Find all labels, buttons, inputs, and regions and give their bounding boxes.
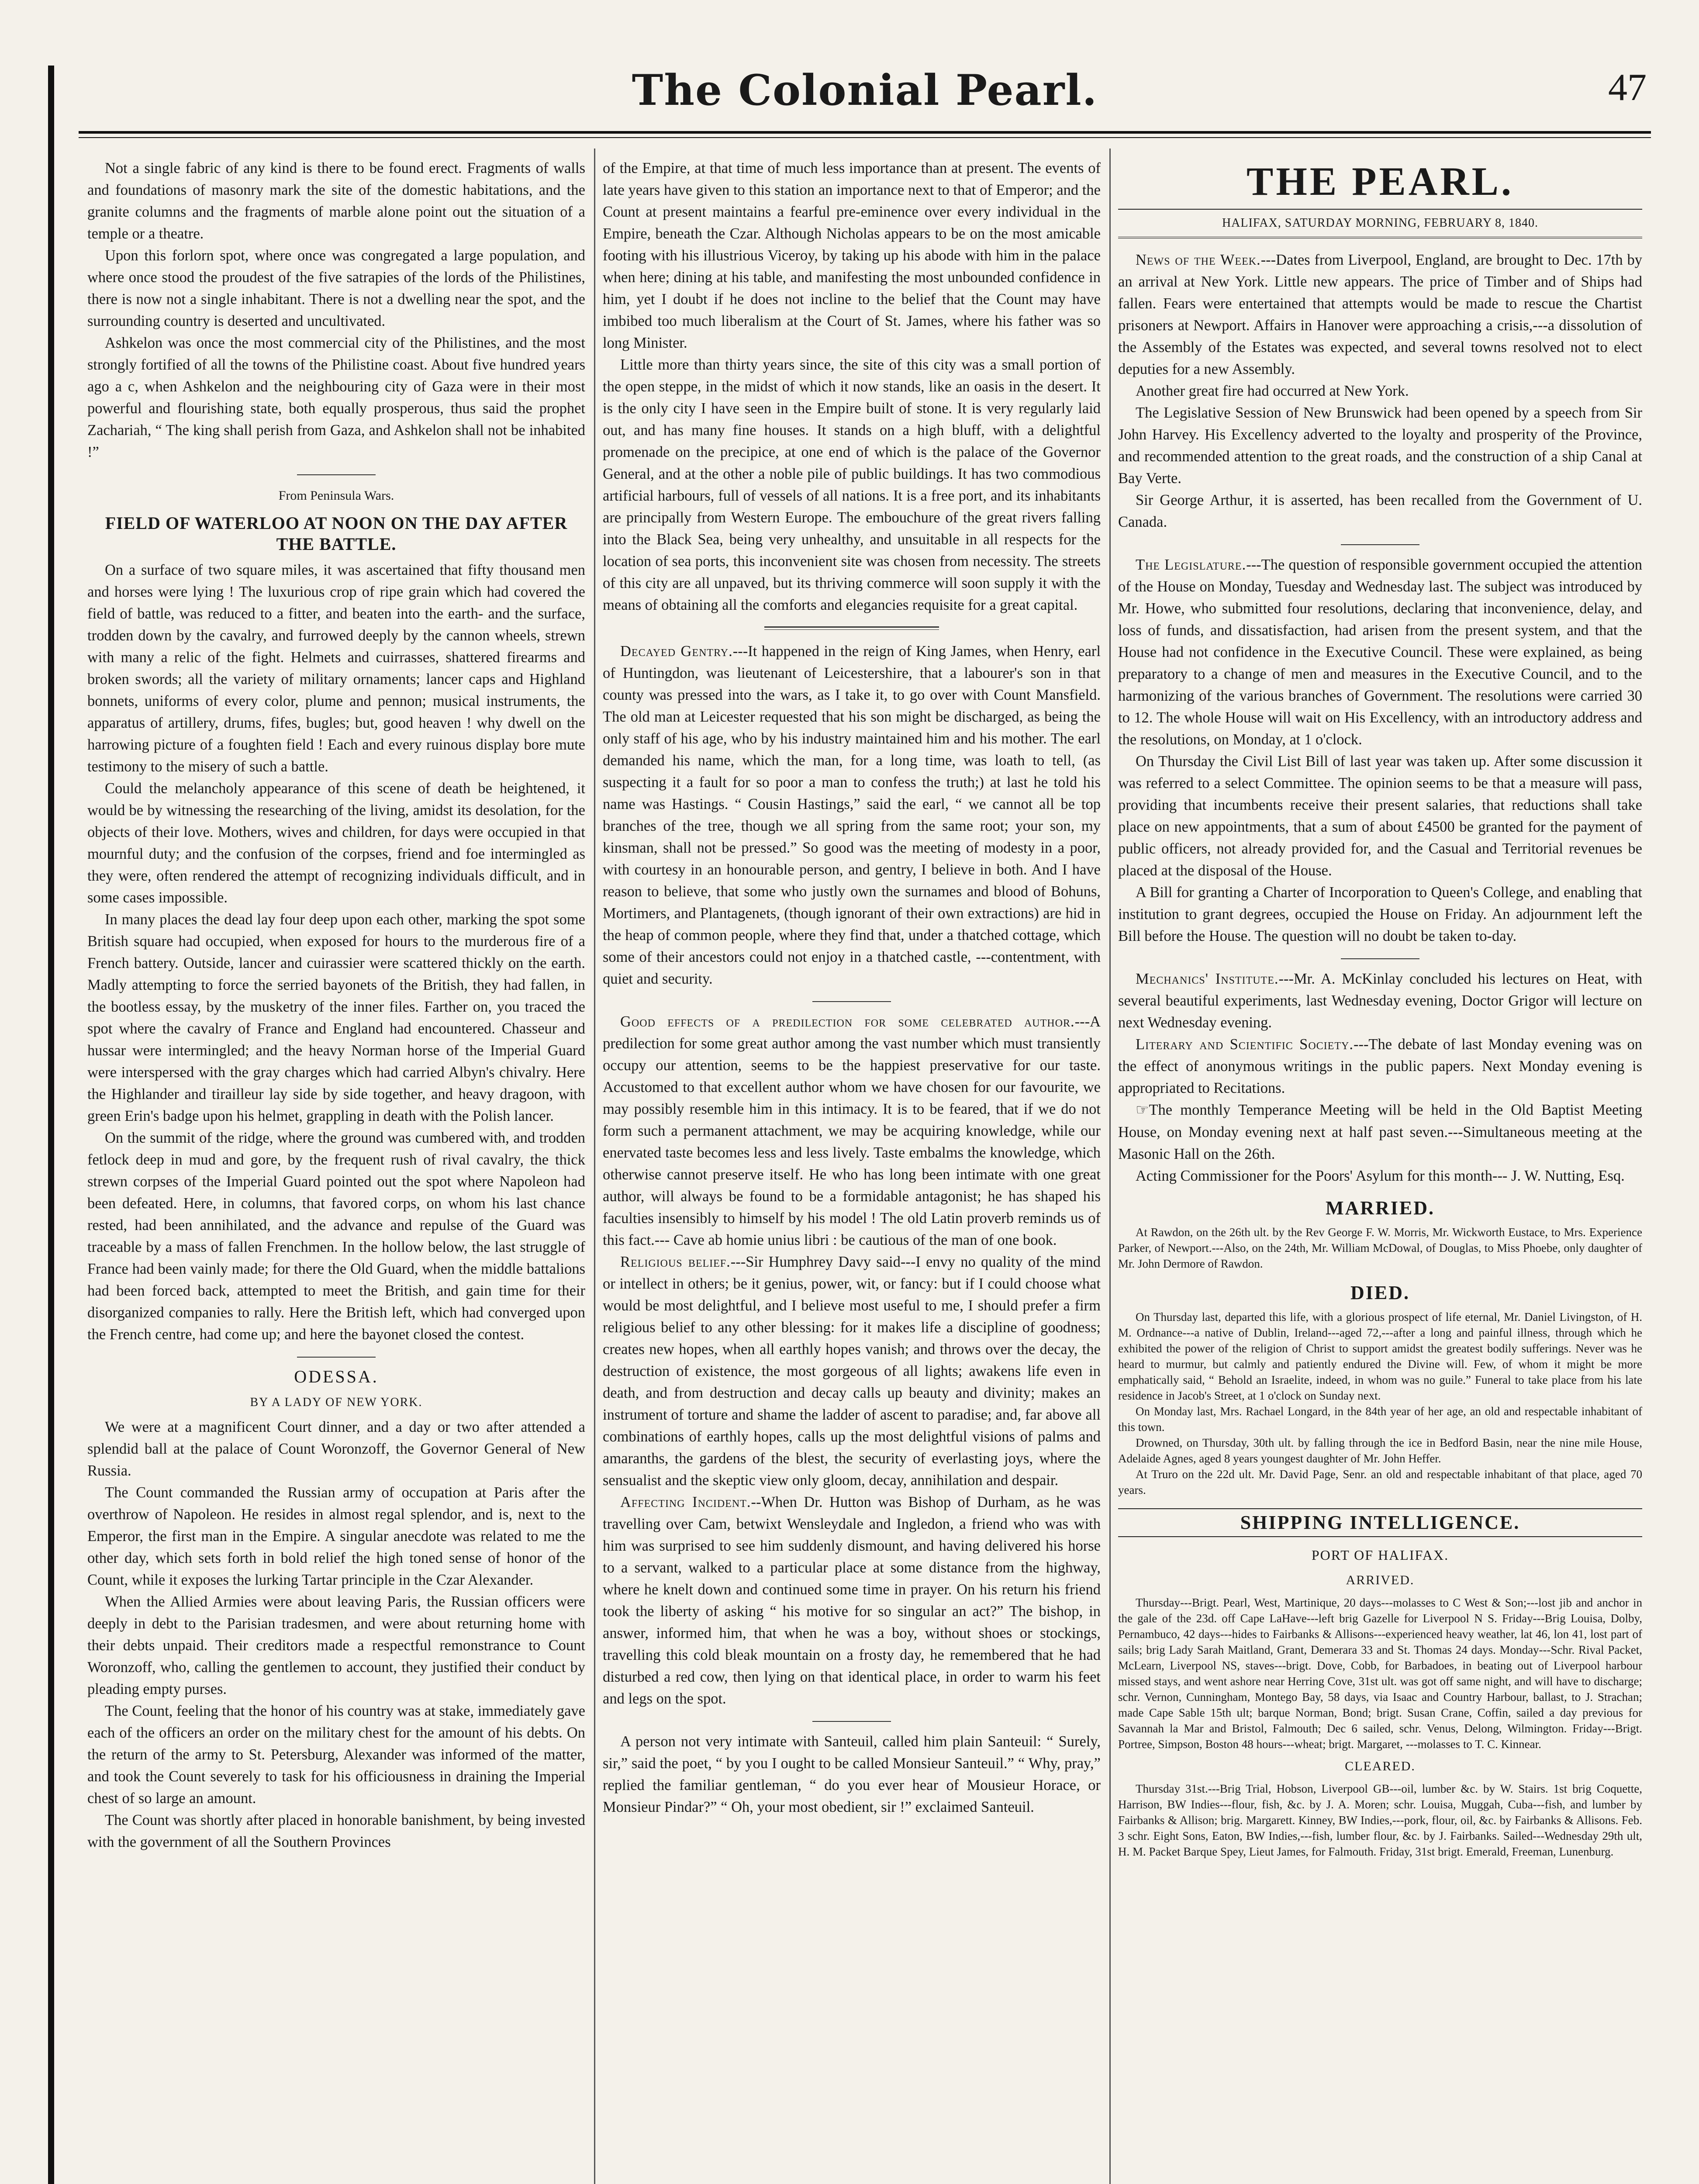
shipping-heading: SHIPPING INTELLIGENCE.	[1118, 1508, 1642, 1537]
clearances-list: Thursday 31st.---Brig Trial, Hobson, Liverpool GB---oil, lumber &c. by W. Stairs. 1st brig Coquette, Harrison, BW Indies---flour, fish, &c. by J. A. Moren; schr. Louisa, Muggah, Cuba---fish, and lumber by Fairbanks & Allison; brig. Margarett. Kinney, BW Indies,---pork, flour, oil, &c. by Fairbanks & Allisons. Feb. 3 schr. Eight Sons, Eaton, BW Indies,---fish, lumber flour, &c. by J. Fairbanks. Sailed---Wednesday 29th ult, H. M. Packet Barque Spey, Lieut James, for Falmouth. Friday, 31st brigt. Emerald, Freeman, Lunenburg.	[1118, 1782, 1642, 1858]
masthead	[79, 66, 1651, 153]
incident-paragraph: Affecting Incident.--When Dr. Hutton was Bishop of Durham, as he was travelling over Cam, betwixt Wensleydale and Ingledon, a friend who was with him was surprised to see him suddenly dismount, and having delivered his horse to a servant, walked to a particular place at some distance from the highway, where he knelt down and continued some time in prayer. On his return his friend took the liberty of asking “ his motive for so singular an act?” The bishop, in answer, informed him, that when he was a boy, without shoes or stockings, travelling this cold bleak mountain on a frosty day, he remembered that he had disturbed a red cow, then lying on that identical place, in order to warm his feet and legs on the spot.	[603, 1494, 1101, 1707]
section-divider	[1341, 958, 1419, 959]
arrived-heading: ARRIVED.	[1346, 1573, 1415, 1587]
odessa-paragraph: The Count commanded the Russian army of occupation at Paris after the overthrow of Napoleon. He resides in almost regal splendor, and is, next to the Emperor, the first man in the Empire. A singular anecdote was related to me the other day, which sets forth in bold relief the high toned sense of honor of the Count, while it exposes the lurking Tartar principle in the Czar Alexander.	[87, 1484, 585, 1588]
item-heading: Religious belief.	[620, 1254, 731, 1270]
section-divider	[297, 1357, 376, 1358]
literary-paragraph: Literary and Scientific Society.---The debate of last Monday evening was on the effect of anonymous writings in the public papers. Next Monday evening is appropriated to Recitations.	[1118, 1036, 1642, 1096]
college-bill-paragraph: A Bill for granting a Charter of Incorporation to Queen's College, and enabling that institution to grant degrees, occupied the House on Friday. An adjournment left the Bill before the House. The question will no doubt be taken to-day.	[1118, 884, 1642, 944]
column-1	[87, 157, 585, 1853]
death-notice: On Thursday last, departed this life, with a glorious prospect of life eternal, Mr. Daniel Livingston, of H. M. Ordnance---a native of Dublin, Ireland---aged 72,---after a long and painful illness, through which he exhibited the power of the religion of Christ to support amidst the greatest bodily sufferings. Never was he heard to murmur, but calmly and patiently endured the Divine will. Few, of whom it might be more emphatically said, “ Behold an Israelite, indeed, in whom was no guile.” Funeral to take place from his late residence in Jacob's Street, at 1 o'clock on Sunday next.	[1118, 1310, 1642, 1402]
arrivals-list: Thursday---Brigt. Pearl, West, Martinique, 20 days---molasses to C West & Son;---lost jib and anchor in the gale of the 23d. off Cape LaHave---left brig Gazelle for Liverpool N S. Friday---Brig Louisa, Dolby, Pernambuco, 42 days---hides to Fairbanks & Allisons---experienced heavy weather, lat 46, lon 41, lost part of sails; brig Lady Sarah Maitland, Grant, Demerara 33 and St. Thomas 24 days. Monday---Schr. Rival Packet, McLearn, Liverpool NS, staves---brigt. Dove, Cobb, for Barbadoes, in beating out of Liverpool harbour missed stays, and went ashore near Herring Cove, 31st ult. was got off same night, and will have to discharge; schr. Vernon, Cunningham, Montego Bay, 58 days, via Isaac and Country Harbour, ballast, to J. Strachan; made Cape Sable 15th ult; barque Norman, Bond; brigt. Susan Crane, Coffin, sailed a day previous for Savannah la Mar and Bristol, Falmouth; Dec 6 sailed, schr. Venus, Delong, Wilmington. Friday---Brigt. Portree, Simpson, Boston 48 hours---wheat; brigt. Margaret, ---molasses to T. C. Kinnear.	[1118, 1596, 1642, 1751]
article-heading: ODESSA.	[294, 1367, 379, 1386]
gentry-paragraph: Decayed Gentry.---It happened in the reign of King James, when Henry, earl of Huntingdon, was lieutenant of Leicestershire, that a labourer's son in that county was pressed into the wars, as I take it, to go over with Count Mansfield. The old man at Leicester requested that his son might be discharged, as being the only staff of his age, who by his industry maintained him and his mother. The earl demanded his name, which the man, for a long time, was loath to tell, (as suspecting it a fault for so poor a man to confess the truth;) at last he told his name was Hastings. “ Cousin Hastings,” said the earl, “ we cannot all be top branches of the tree, though we all spring from the same root; your son, my kinsman, shall not be pressed.” So good was the meeting of modesty in a poor, with courtesy in an honourable person, and gentry, I believe in both. And I have reason to believe, that some who justly own the surnames and blood of Bohuns, Mortimers, and Plantagenets, (though ignorant of their own extractions) are hid in the heap of common people, where they find that, under a thatched cottage, which some of their ancestors could not enjoy in a thatched castle, ---contentment, with quiet and security.	[603, 643, 1101, 987]
legislature-paragraph: The Legislature.---The question of responsible government occupied the attention of the House on Monday, Tuesday and Wednesday last. The subject was introduced by Mr. Howe, who submitted four resolutions, declaring that inconvenience, delay, and loss of funds, and dissatisfaction, had arisen from the present system, and that the House had not confidence in the Executive Council. These were explained, as being preparatory to a change of men and measures in the Executive Council, and to the harmonizing of the various branches of Government. The resolutions were carried 30 to 12. The whole House will wait on His Excellency, with an introductory address and the resolutions, on Monday, at 1 o'clock.	[1118, 556, 1643, 748]
died-heading: DIED.	[1350, 1282, 1410, 1303]
cleared-heading: CLEARED.	[1345, 1759, 1416, 1773]
article-byline: BY A LADY OF NEW YORK.	[250, 1396, 423, 1409]
santeuil-paragraph: A person not very intimate with Santeuil, called him plain Santeuil: “ Surely, sir,” said the poet, “ by you I ought to be called Monsieur Santeuil.” “ Why, pray,” replied the familiar gentleman, “ do you ever hear of Mousieur Horace, or Monsieur Pindar?” “ Oh, your most obedient, sir !” exclaimed Santeuil.	[603, 1733, 1101, 1815]
mechanics-paragraph: Mechanics' Institute.---Mr. A. McKinlay concluded his lectures on Heat, with several beautiful experiments, last Wednesday evening, Doctor Grigor will lecture on next Wednesday evening.	[1118, 971, 1642, 1031]
waterloo-paragraph: Could the melancholy appearance of this scene of death be heightened, it would be by witnessing the researching of the living, amidst its desolation, for the objects of their love. Mothers, wives and children, for days were occupied in that mournful duty; and the confusion of the corpses, friend and foe intermingled as they were, often rendered the attempt of recognizing individuals difficult, and in some cases impossible.	[87, 780, 585, 906]
waterloo-paragraph: On the summit of the ridge, where the ground was cumbered with, and trodden fetlock deep in mud and gore, by the frequent rush of rival cavalry, the thick strewn corpses of the Imperial Guard pointed out the spot where Napoleon had been defeated. Here, in columns, that favored corps, on whom his last chance rested, had been annihilated, and the advance and repulse of the Guard was traceable by a mass of fallen Frenchmen. In the hollow below, the last struggle of France had been vainly made; for there the Old Guard, when the middle battalions had been forced back, attempted to meet the British, and gain time for their disorganized companies to rally. Here the British left, which had converged upon the French centre, had come up; and here the bayonet closed the contest.	[87, 1130, 585, 1343]
pointing-hand-icon: ☞	[1136, 1102, 1149, 1118]
item-heading: Decayed Gentry.	[620, 643, 733, 660]
article-source: From Peninsula Wars.	[278, 488, 394, 503]
column-divider	[1109, 149, 1111, 2184]
page-number: 47	[1608, 66, 1647, 109]
death-notice: On Monday last, Mrs. Rachael Longard, in the 84th year of her age, an old and respectable inhabitant of this town.	[1118, 1405, 1642, 1434]
article-heading: FIELD OF WATERLOO AT NOON ON THE DAY AFTER THE BATTLE.	[105, 513, 568, 554]
temperance-paragraph: ☞The monthly Temperance Meeting will be held in the Old Baptist Meeting House, on Monday evening next at half past seven.---Simultaneous meeting at the Masonic Hall on the 26th.	[1118, 1102, 1642, 1162]
column-2	[603, 157, 1101, 1818]
section-divider	[1341, 544, 1419, 545]
section-divider	[297, 474, 376, 475]
section-divider	[812, 1001, 891, 1002]
civil-list-paragraph: On Thursday the Civil List Bill of last year was taken up. After some discussion it was referred to a select Committee. The opinion seems to be that a measure will pass, providing that incumbents receive their present salaries, that reductions shall take place on new appointments, that a sum of about £4500 be granted for the payment of public officers, not already provided for, and the Casual and Territorial revenues be placed at the disposal of the House.	[1118, 753, 1642, 879]
dateline: HALIFAX, SATURDAY MORNING, FEBRUARY 8, 1840.	[1118, 209, 1642, 238]
odessa-paragraph: We were at a magnificent Court dinner, and a day or two after attended a splendid ball at the palace of Count Woronzoff, the Governor General of New Russia.	[87, 1419, 585, 1479]
predilection-paragraph: Good effects of a predilection for some celebrated author.---A predilection for some great author among the vast number which must transiently occupy our attention, seems to be the happiest preservative for our taste. Accustomed to that excellent author whom we have chosen for our favourite, we may possibly resemble him in this intimacy. It is to be feared, that if we do not form such a permanent attachment, we may be acquiring knowledge, while our enervated taste becomes less and less lively. Taste embalms the knowledge, which otherwise cannot preserve itself. He who has long been intimate with one great author, will always be found to be a formidable antagonist; he has shaped his faculties insensibly to himself by his model ! The old Latin proverb reminds us of this fact.--- Cave ab homie unius libri : be cautious of the man of one book.	[603, 1013, 1101, 1248]
masthead-rule-thin	[79, 137, 1651, 138]
news-paragraph: Another great fire had occurred at New York.	[1136, 383, 1409, 399]
item-heading: Affecting Incident.	[620, 1494, 751, 1510]
item-heading: The Legislature.	[1136, 556, 1247, 573]
death-notice: At Truro on the 22d ult. Mr. David Page, Senr. an old and respectable inhabitant of that place, aged 70 years.	[1118, 1468, 1642, 1496]
death-notice: Drowned, on Thursday, 30th ult. by falling through the ice in Bedford Basin, near the nine mile House, Adelaide Agnes, aged 8 years youngest daughter of Mr. John Heffer.	[1118, 1436, 1642, 1465]
item-heading: Mechanics' Institute.	[1136, 971, 1279, 987]
ashkelon-paragraph: Not a single fabric of any kind is there to be found erect. Fragments of walls and foundations of masonry mark the site of the domestic habitations, and the granite columns and the fragments of marble alone point out the situation of a temple or a theatre.	[87, 160, 585, 242]
newspaper-title: The Colonial Pearl.	[632, 66, 1098, 115]
married-heading: MARRIED.	[1325, 1197, 1435, 1219]
waterloo-paragraph: In many places the dead lay four deep upon each other, marking the spot some British square had occupied, when exposed for hours to the murderous fire of a French battery. Outside, lancer and cuirassier were scattered thickly on the earth. Madly attempting to force the serried bayonets of the British, they had fallen, in the bootless essay, by the musketry of the inner files. Farther on, you traced the spot where the cavalry of France and England had encountered. Chasseur and hussar were intermingled; and the heavy Norman horse of the Imperial Guard were interspersed with the gray charges which had carried Albyn's chivalry. Here the Highlander and tirailleur lay side by side together, and heavy dragoon, with green Erin's badge upon his helmet, grappling in death with the Polish lancer.	[87, 911, 585, 1124]
ashkelon-paragraph: Upon this forlorn spot, where once was congregated a large population, and where once stood the proudest of the five satrapies of the lords of the Philistines, there is now not a single inhabitant. There is not a dwelling near the spot, and the surrounding country is deserted and uncultivated.	[87, 247, 585, 329]
item-heading: Good effects of a predilection for some celebrated author.	[620, 1013, 1075, 1030]
married-notice: At Rawdon, on the 26th ult. by the Rev George F. W. Morris, Mr. Wickworth Eustace, to Mrs. Experience Parker, of Newport.---Also, on the 24th, Mr. William McDowal, of Douglas, to Miss Phoebe, only daughter of Mr. John Dermore of Rawdon.	[1118, 1226, 1642, 1270]
commissioner-paragraph: Acting Commissioner for the Poors' Asylum for this month--- J. W. Nutting, Esq.	[1136, 1168, 1625, 1184]
section-divider	[812, 1721, 891, 1722]
news-paragraph: Sir George Arthur, it is asserted, has been recalled from the Government of U. Canada.	[1118, 492, 1642, 530]
odessa-continued: of the Empire, at that time of much less importance than at present. The events of late years have given to this station an importance next to that of Emperor; and the Count at present maintains a fearful pre-eminence over every individual in the Empire, beneath the Czar. Although Nicholas appears to be on the most amicable footing with his illustrious Viceroy, by taking up his abode with him in the palace when here; dining at his table, and manifesting the most unbounded confidence in him, yet I doubt if he does not incline to the belief that the Count may have imbibed too much liberalism at the Court of St. James, where his father was so long Minister.	[603, 160, 1101, 351]
odessa-paragraph: The Count was shortly after placed in honorable banishment, by being invested with the government of all the Southern Provinces	[87, 1812, 585, 1850]
waterloo-paragraph: On a surface of two square miles, it was ascertained that fifty thousand men and horses were lying ! The luxurious crop of ripe grain which had covered the field of battle, was reduced to a fitter, and beaten into the earth- and the surface, trodden down by the cavalry, and furrowed deeply by the cannon wheels, strewn with many a relic of the fight. Helmets and cuirrasses, shattered firearms and broken swords; all the variety of military ornaments; lancer caps and Highland bonnets, uniforms of every color, plume and pennon; musical instruments, the apparatus of artillery, drums, fifes, bugles; but, good heaven ! why dwell on the harrowing picture of a foughten field ! Each and every ruinous display bore mute testimony to the misery of such a battle.	[87, 562, 585, 775]
odessa-continued: Little more than thirty years since, the site of this city was a small portion of the open steppe, in the midst of which it now stands, like an oasis in the desert. It is the only city I have seen in the Empire built of stone. It is very regularly laid out, and has many fine houses. It stands on a high bluff, with a delightful promenade on the precipice, at one end of which is the palace of the Governor General, and at the other a noble pile of public buildings. It has two commodious artificial harbours, full of vessels of all nations. It is a free port, and its inhabitants are principally from Western Europe. The embouchure of the great rivers falling into the Black Sea, being very unhealthy, and unsuitable in all respects for the location of sea ports, this inconvenient site was chosen from necessity. The streets of this city are all unpaved, but its thriving commerce will soon supply it with the means of obtaining all the comforts and elegancies requisite for a great capital.	[603, 356, 1101, 613]
masthead-rule	[79, 131, 1651, 134]
port-heading: PORT OF HALIFAX.	[1311, 1547, 1449, 1563]
column-divider	[594, 149, 595, 2184]
editorial-title: THE PEARL.	[1246, 159, 1514, 204]
item-heading: Literary and Scientific Society.	[1136, 1036, 1354, 1053]
section-divider	[764, 626, 939, 630]
odessa-paragraph: When the Allied Armies were about leaving Paris, the Russian officers were deeply in debt to the Parisian tradesmen, and were about returning home with their debts unpaid. Their creditors made a respectful remonstrance to Count Woronzoff, who, calling the gentlemen to account, they justified their conduct by pleading empty purses.	[87, 1593, 585, 1697]
item-heading: News of the Week.	[1136, 252, 1261, 268]
religious-paragraph: Religious belief.---Sir Humphrey Davy said---I envy no quality of the mind or intellect in others; be it genius, power, wit, or fancy: but if I could choose what would be most delightful, and I believe most useful to me, I should prefer a firm religious belief to any other blessing: for it makes life a discipline of goodness; creates new hopes, when all earthly hopes vanish; and throws over the decay, the destruction of existence, the most gorgeous of all lights; awakens life even in death, and from destruction and decay calls up beauty and divinity; makes an instrument of torture and shame the ladder of ascent to paradise; and, far above all combinations of earthly hopes, calls up the most delightful visions of palms and amaranths, the gardens of the blest, the security of everlasting joys, where the sensualist and the skeptic view only gloom, decay, annihilation and despair.	[603, 1254, 1101, 1489]
column-3	[1118, 157, 1642, 1859]
odessa-paragraph: The Count, feeling that the honor of his country was at stake, immediately gave each of the officers an order on the military chest for the amount of his debts. On the return of the army to St. Petersburg, Alexander was informed of the matter, and took the Count severely to task for his officiousness in draining the Imperial chest of so large an amount.	[87, 1703, 585, 1807]
left-margin-rule	[48, 66, 54, 2184]
news-paragraph: News of the Week.---Dates from Liverpool, England, are brought to Dec. 17th by an arrival at New York. Little new appears. The price of Timber and of Ships had fallen. Fears were entertained that attempts would be made to rescue the Chartist prisoners at Newport. Affairs in Hanover were approaching a crisis,---a dissolution of the Assembly of the Estates was expected, and several towns resolved not to elect deputies for a new Assembly.	[1118, 252, 1642, 377]
news-paragraph: The Legislative Session of New Brunswick had been opened by a speech from Sir John Harvey. His Excellency adverted to the loyalty and prosperity of the Province, and recommended attention to the great roads, and the construction of a ship Canal at Bay Verte.	[1118, 404, 1642, 487]
ashkelon-paragraph: Ashkelon was once the most commercial city of the Philistines, and the most strongly fortified of all the towns of the Philistine coast. About five hundred years ago a c, when Ashkelon and the neighbouring city of Gaza were in their most powerful and flourishing state, both equally prosperous, thus said the prophet Zachariah, “ The king shall perish from Gaza, and Ashkelon shall not be inhabited !”	[87, 335, 585, 460]
